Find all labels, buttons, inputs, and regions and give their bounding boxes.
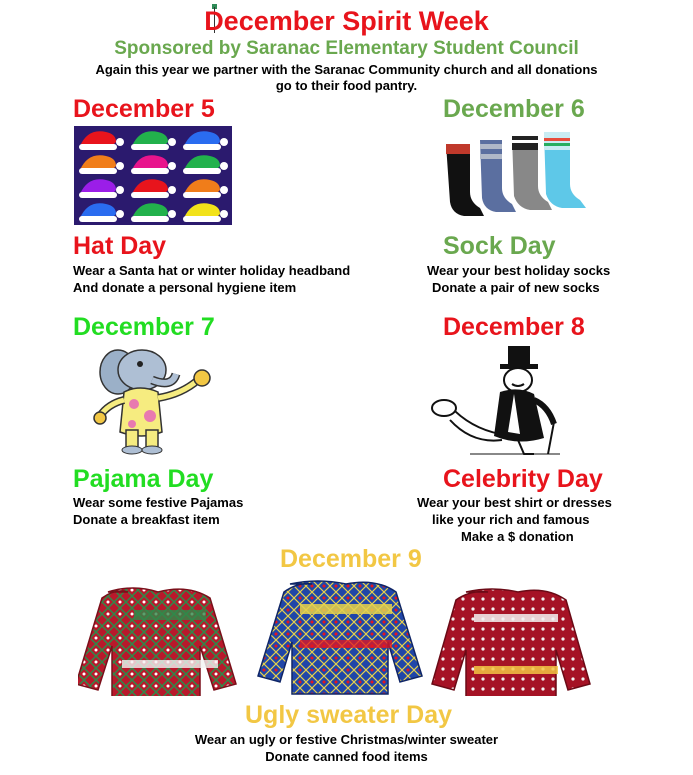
desc-line: Wear your best shirt or dresses: [417, 495, 612, 510]
desc-hat: [73, 262, 350, 296]
desc-sock: [427, 262, 610, 296]
page-title: December Spirit Week: [204, 6, 489, 36]
date-dec-5: December 5: [73, 95, 215, 123]
day-name-hat: Hat Day: [73, 232, 167, 260]
top-hat-gentleman-icon: [430, 342, 568, 458]
desc-line: Donate canned food items: [265, 749, 428, 764]
date-dec-8: December 8: [443, 313, 585, 341]
desc-line: Make a $ donation: [461, 529, 574, 544]
day-name-sock: Sock Day: [443, 232, 556, 260]
desc-ugly-sweater: [0, 731, 693, 765]
desc-pajama: [73, 494, 243, 528]
desc-line: And donate a personal hygiene item: [73, 280, 297, 295]
desc-line: Donate a pair of new socks: [432, 280, 600, 295]
date-dec-6: December 6: [443, 95, 585, 123]
day-name-ugly-sweater: Ugly sweater Day: [245, 701, 453, 729]
desc-line: Wear your best holiday socks: [427, 263, 611, 278]
santa-hats-icon: [74, 126, 232, 225]
elephant-pajamas-icon: [92, 344, 224, 456]
date-dec-9: December 9: [280, 545, 422, 573]
socks-icon: [440, 130, 600, 220]
desc-line: Wear a Santa hat or winter holiday headband: [73, 263, 351, 278]
sponsor-line: Sponsored by Saranac Elementary Student Council: [114, 38, 579, 59]
day-name-celebrity: Celebrity Day: [443, 465, 603, 493]
desc-line: Wear some festive Pajamas: [73, 495, 244, 510]
desc-line: like your rich and famous: [432, 512, 590, 527]
date-dec-7: December 7: [73, 313, 215, 341]
intro-line-1: Again this year we partner with the Saranac Community church and all donations: [95, 62, 598, 77]
desc-line: Donate a breakfast item: [73, 512, 220, 527]
ugly-sweaters-icon: [78, 580, 613, 696]
intro-line-2: go to their food pantry.: [275, 78, 418, 93]
desc-celebrity: [417, 494, 637, 545]
desc-line: Wear an ugly or festive Christmas/winter sweater: [194, 732, 499, 747]
day-name-pajama: Pajama Day: [73, 465, 214, 493]
intro-text: [0, 62, 693, 94]
